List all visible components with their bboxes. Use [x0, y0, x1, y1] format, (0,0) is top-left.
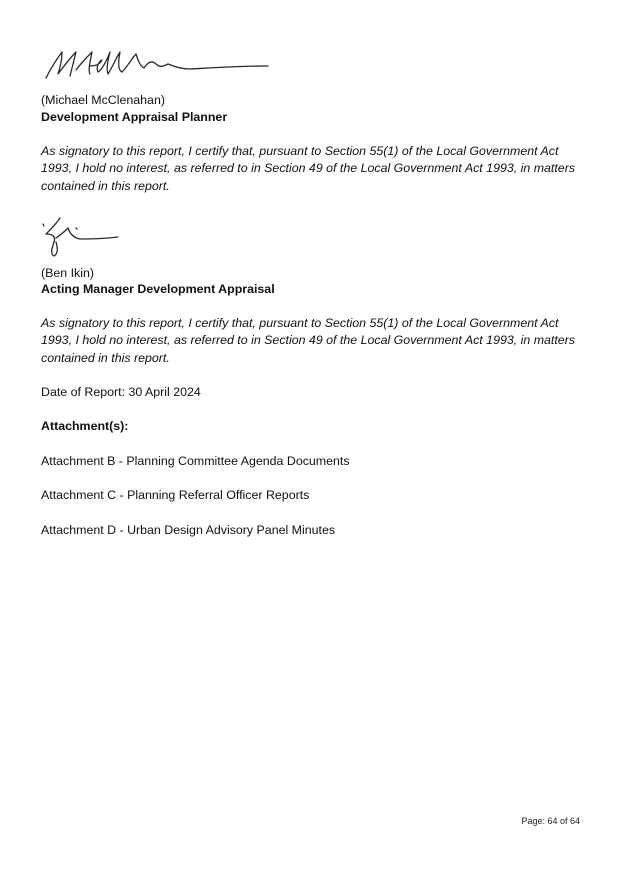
signatory-1-certification: As signatory to this report, I certify that, pursuant to Section 55(1) of the Local Government Act 1993, I hold no interest, as referred to in Section 49 of the Local Government Act 1993, in matters contained in this report.	[41, 144, 576, 193]
attachments-heading: Attachment(s):	[41, 419, 129, 433]
attachment-item: Attachment B - Planning Committee Agenda Documents	[41, 454, 350, 468]
signature-1-image	[40, 44, 275, 84]
signatory-1-name: (Michael McClenahan)	[41, 93, 165, 107]
signatory-2-name: (Ben Ikin)	[41, 266, 95, 280]
date-of-report: Date of Report: 30 April 2024	[41, 385, 201, 399]
signatory-1-title: Development Appraisal Planner	[41, 110, 228, 124]
signatory-2-certification: As signatory to this report, I certify that, pursuant to Section 55(1) of the Local Government Act 1993, I hold no interest, as referred to in Section 49 of the Local Government Act 1993, in matters contained in this report.	[41, 316, 576, 365]
attachment-item: Attachment D - Urban Design Advisory Panel Minutes	[41, 523, 336, 537]
page-number: Page: 64 of 64	[521, 816, 580, 826]
attachment-item: Attachment C - Planning Referral Officer Reports	[41, 488, 310, 502]
signatory-2-title: Acting Manager Development Appraisal	[41, 282, 275, 296]
signature-2-image	[40, 212, 130, 262]
